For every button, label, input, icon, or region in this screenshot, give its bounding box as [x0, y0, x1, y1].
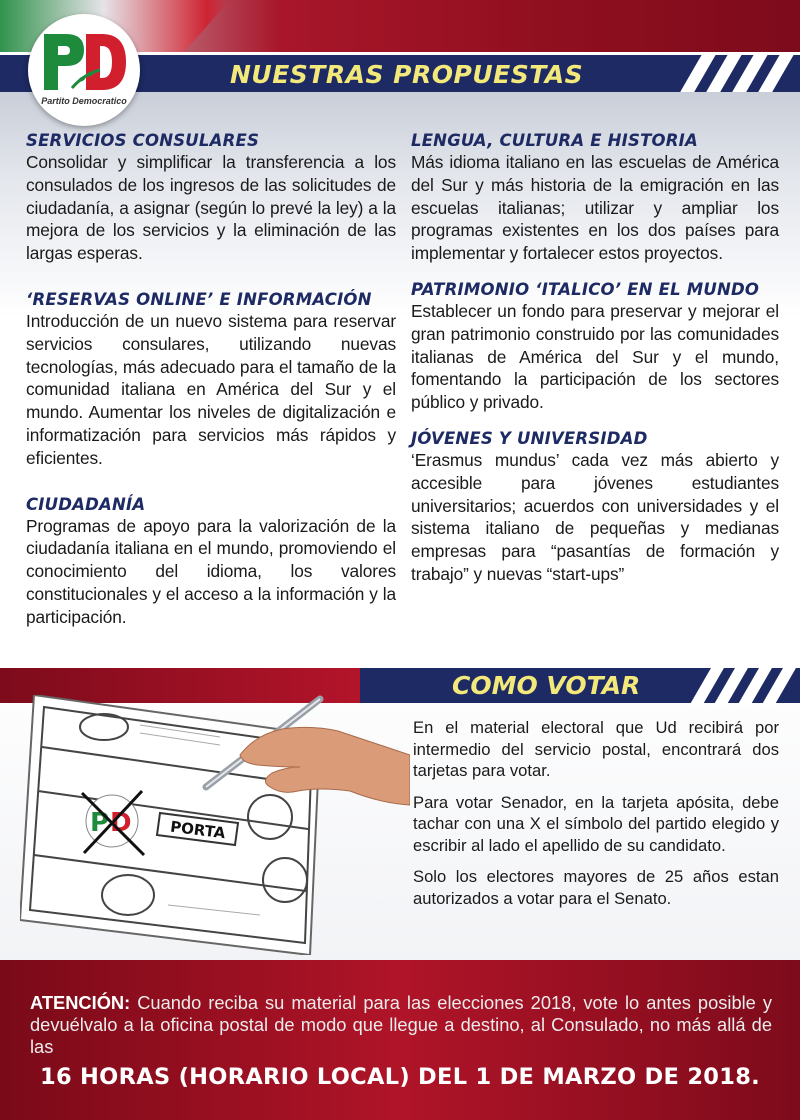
proposals-title: NUESTRAS PROPUESTAS — [230, 60, 584, 89]
proposal-ciudadania — [26, 494, 396, 629]
proposal-patrimonio-italico — [411, 279, 779, 414]
proposal-body: Más idioma italiano en las escuelas de América del Sur y más historia de la emigración en las escuelas italianas; utilizar y ampliar los programas existentes en los dos países para implementar y fortalecer estos proyectos. — [411, 152, 779, 264]
attention-notice — [30, 992, 772, 1058]
attention-label: ATENCIÓN: — [30, 992, 131, 1013]
deadline-text: 16 HORAS (HORARIO LOCAL) DEL 1 DE MARZO DE 2018. — [40, 1064, 760, 1090]
proposal-heading: JÓVENES Y UNIVERSIDAD — [411, 428, 648, 448]
proposals-right-column — [411, 130, 779, 600]
ballot-logo-d: D — [110, 808, 132, 838]
vote-paragraph: Para votar Senador, en la tarjeta apósita, debe tachar con una X el símbolo del partido elegido y escribir al lado el apellido de su candidato. — [413, 792, 779, 855]
how-to-vote-section — [0, 655, 800, 960]
proposals-section — [0, 92, 800, 655]
proposal-body: Introducción de un nuevo sistema para reservar servicios consulares, utilizando nuevas tecnologías, más adecuado para el tamaño de la comunidad italiana en América del Sur y el mundo. Aumentar los niveles de digitalización e informatización para servicios más rápidos y eficientes. — [26, 310, 396, 468]
proposal-servicios-consulares — [26, 130, 396, 265]
proposal-heading: SERVICIOS CONSULARES — [26, 131, 260, 150]
proposal-body: Establecer un fondo para preservar y mejorar el gran patrimonio construido por las comunidades italianas de América del Sur y el mundo, fomentando la participación de los sectores público y privado. — [411, 300, 779, 413]
vote-paragraph: Solo los electores mayores de 25 años estan autorizados a votar para el Senato. — [413, 867, 779, 908]
ballot-illustration — [20, 695, 410, 955]
attention-text: Cuando reciba su material para las elecciones 2018, vote lo antes posible y devuélvalo a la oficina postal de modo que llegue a destino, al Consulado, no más allá de las — [30, 992, 772, 1057]
proposals-left-column — [26, 130, 396, 643]
proposal-body: Programas de apoyo para la valorización de la ciudadanía italiana en el mundo, promoviendo el conocimiento del idioma, los valores constitucionales y el acceso a la información y la participación. — [26, 515, 396, 627]
proposal-body: ‘Erasmus mundus’ cada vez más abierto y accesible para jóvenes estudiantes universitarios; acuerdos con universidades y el sistema italiano de pequeñas y medianas empresas para “pasantías de formación y trabajo” y nuevas “start-ups” — [411, 449, 779, 584]
pd-logo-icon — [40, 30, 128, 94]
proposal-heading: CIUDADANÍA — [26, 494, 146, 514]
proposal-heading: LENGUA, CULTURA E HISTORIA — [411, 131, 698, 150]
proposal-heading: PATRIMONIO ‘ITALICO’ EN EL MUNDO — [411, 279, 760, 299]
ballot-logo-p: P — [90, 808, 110, 838]
attention-footer — [0, 960, 800, 1120]
logo-wordmark: Partito Democratico — [41, 96, 127, 106]
proposal-body: Consolidar y simplificar la transferencia a los consulados de los ingresos de las solicitudes de ciudadanía, a asignar (según lo prevé la ley) a la mejora de los servicios y la eliminación de las largas esperas. — [26, 152, 396, 264]
vote-paragraph: En el material electoral que Ud recibirá por intermedio del servicio postal, encontrará dos tarjetas para votar. — [413, 718, 779, 780]
ballot-candidate-name: PORTA — [169, 817, 227, 843]
proposal-heading: ‘RESERVAS ONLINE’ E INFORMACIÓN — [26, 289, 372, 309]
proposal-jovenes-universidad — [411, 428, 779, 586]
how-to-vote-title: COMO VOTAR — [452, 671, 641, 700]
proposal-reservas-online — [26, 289, 396, 470]
proposal-lengua-cultura — [411, 130, 779, 265]
party-logo — [28, 14, 140, 126]
how-to-vote-text — [413, 717, 779, 919]
